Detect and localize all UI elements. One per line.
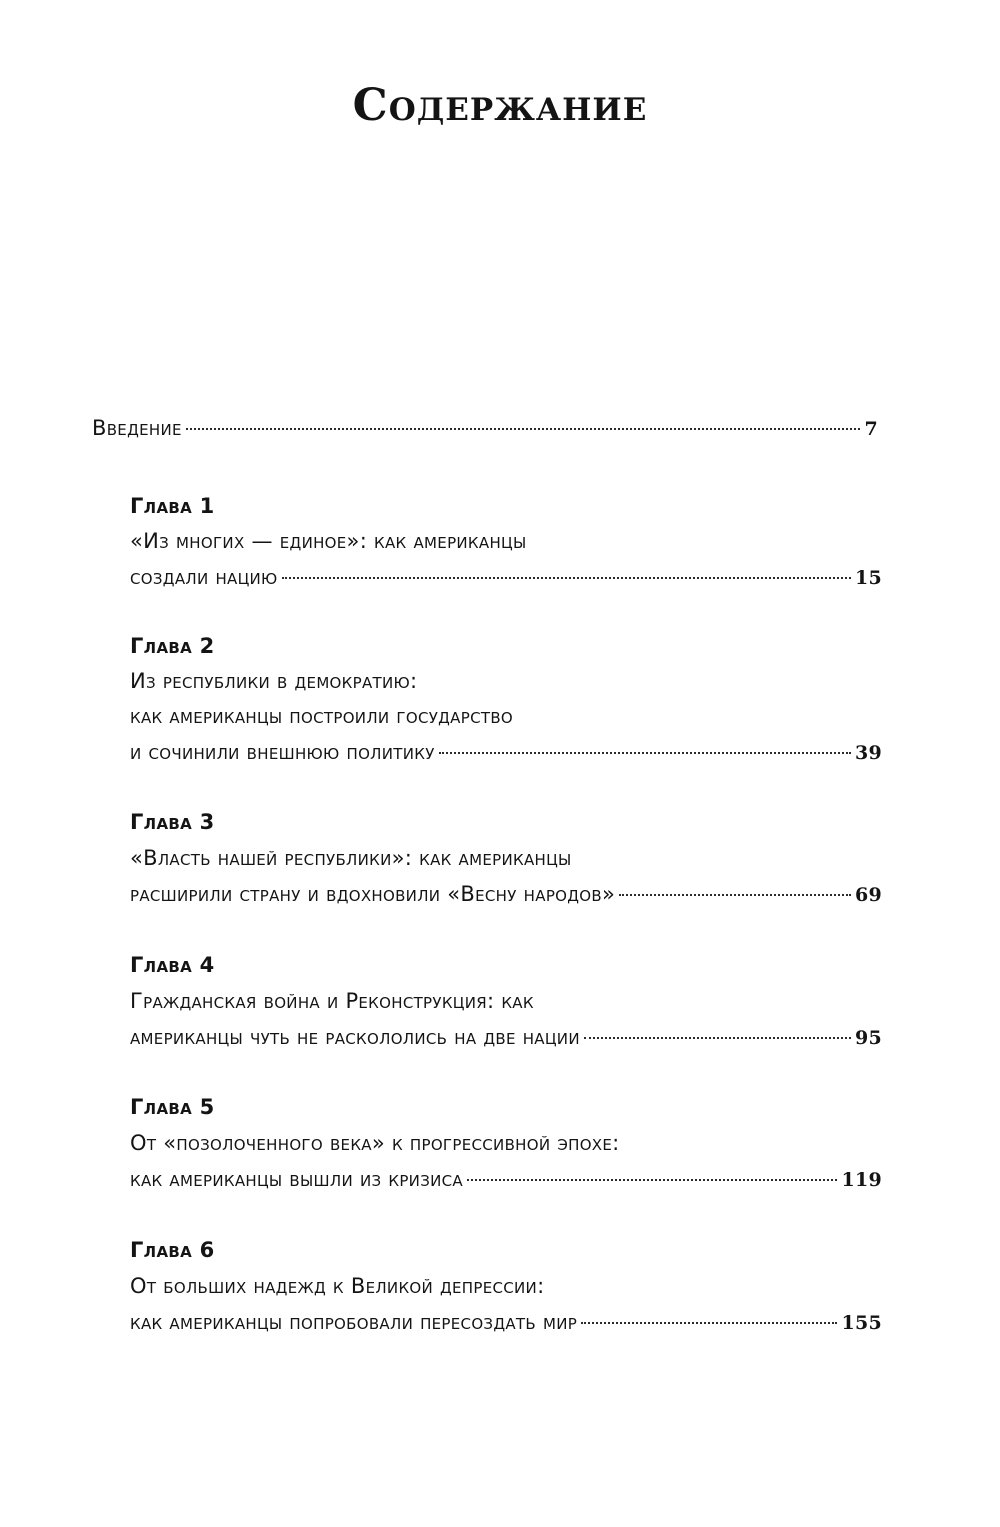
toc-entry-title: создали нацию	[130, 565, 278, 589]
toc-entry-chapter-6[interactable]	[130, 1310, 882, 1334]
toc-entry-title: и сочинили внешнюю политику	[130, 740, 435, 764]
chapter-5-label: Глава 5	[130, 1095, 215, 1119]
chapter-3-title-line[interactable]: «Власть нашей республики»: как американцы	[130, 846, 572, 870]
chapter-6-title-line[interactable]: От больших надежд к Великой депрессии:	[130, 1274, 545, 1298]
chapter-4-label: Глава 4	[130, 953, 215, 977]
chapter-2-title-line[interactable]: Из республики в демократию:	[130, 669, 418, 693]
toc-entry-title: как американцы вышли из кризиса	[130, 1167, 463, 1191]
toc-entry-title: американцы чуть не раскололись на две нации	[130, 1025, 580, 1049]
chapter-4-title-line[interactable]: Гражданская война и Реконструкция: как	[130, 989, 534, 1013]
dot-leader	[619, 894, 851, 896]
page-number: 95	[854, 1027, 882, 1049]
toc-entry-title: Введение	[92, 416, 182, 440]
toc-entry-chapter-4[interactable]	[130, 1025, 882, 1049]
chapter-2-label: Глава 2	[130, 634, 215, 658]
toc-entry-chapter-2[interactable]	[130, 740, 882, 764]
page-number: 155	[841, 1312, 882, 1334]
page-number: 119	[841, 1169, 882, 1191]
page-number: 39	[854, 742, 882, 764]
toc-entry-chapter-3[interactable]	[130, 882, 882, 906]
dot-leader	[584, 1037, 851, 1039]
toc-entry-chapter-5[interactable]	[130, 1167, 882, 1191]
chapter-2-title-line[interactable]: как американцы построили государство	[130, 704, 514, 728]
dot-leader	[439, 752, 851, 754]
chapter-3-label: Глава 3	[130, 810, 215, 834]
chapter-1-label: Глава 1	[130, 494, 215, 518]
toc-entry-title: как американцы попробовали пересоздать мир	[130, 1310, 578, 1334]
toc-entry-chapter-1[interactable]	[130, 565, 882, 589]
dot-leader	[467, 1179, 837, 1181]
dot-leader	[581, 1322, 837, 1324]
toc-entry-title: расширили страну и вдохновили «Весну народов»	[130, 882, 616, 906]
page-number: 69	[854, 884, 882, 906]
toc-entry-introduction[interactable]	[92, 416, 878, 440]
dot-leader	[186, 428, 861, 430]
chapter-5-title-line[interactable]: От «позолоченного века» к прогрессивной эпохе:	[130, 1131, 620, 1155]
page-title: Содержание	[352, 80, 648, 131]
page-number: 7	[864, 418, 878, 440]
chapter-1-title-line[interactable]: «Из многих — единое»: как американцы	[130, 529, 527, 553]
page-number: 15	[854, 567, 882, 589]
chapter-6-label: Глава 6	[130, 1238, 215, 1262]
dot-leader	[282, 577, 851, 579]
